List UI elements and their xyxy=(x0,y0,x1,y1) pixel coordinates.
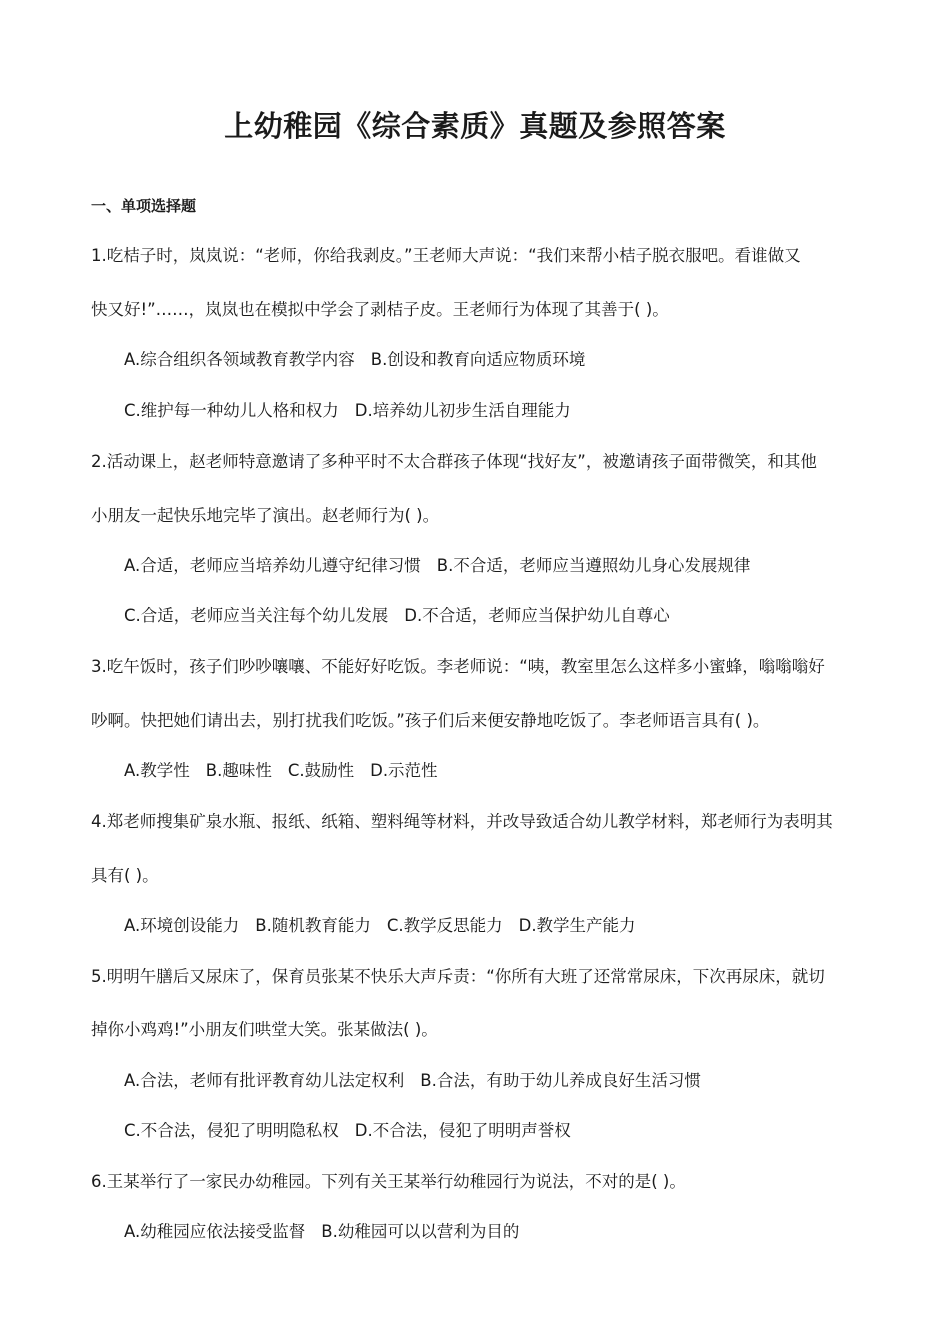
question-6-option-a: A.幼稚园应依法接受监督 xyxy=(124,1222,306,1241)
question-4-stem-line-1: 4.郑老师搜集矿泉水瓶、报纸、纸箱、塑料绳等材料，并改导致适合幼儿教学材料，郑老师行为表明其 xyxy=(91,812,833,831)
question-4-option-d: D.教学生产能力 xyxy=(518,916,636,935)
question-1-option-b: B.创设和教育向适应物质环境 xyxy=(370,350,586,369)
question-2-option-c: C.合适，老师应当关注每个幼儿发展 xyxy=(124,606,389,625)
question-1-options-row-2 xyxy=(124,399,571,423)
question-2-option-a: A.合适，老师应当培养幼儿遵守纪律习惯 xyxy=(124,556,421,575)
question-4-option-a: A.环境创设能力 xyxy=(124,916,240,935)
question-1-option-c: C.维护每一种幼儿人格和权力 xyxy=(124,401,339,420)
question-5-options-row-1 xyxy=(124,1069,701,1093)
question-5-option-c: C.不合法，侵犯了明明隐私权 xyxy=(124,1121,339,1140)
question-1-stem-line-2: 快又好!”……，岚岚也在模拟中学会了剥桔子皮。王老师行为体现了其善于( )。 xyxy=(91,300,669,319)
question-2-option-b: B.不合适，老师应当遵照幼儿身心发展规律 xyxy=(436,556,751,575)
question-6-options-row-1 xyxy=(124,1220,519,1244)
question-3-option-b: B.趣味性 xyxy=(205,761,272,780)
question-5-stem-line-1: 5.明明午膳后又尿床了，保育员张某不快乐大声斥责：“你所有大班了还常常尿床，下次再尿床，就切 xyxy=(91,967,825,986)
question-4-option-c: C.教学反思能力 xyxy=(386,916,503,935)
question-6-option-b: B.幼稚园可以以营利为目的 xyxy=(321,1222,520,1241)
question-5-options-row-2 xyxy=(124,1119,571,1143)
question-1-option-a: A.综合组织各领域教育教学内容 xyxy=(124,350,355,369)
question-3-stem-line-2: 吵啊。快把她们请出去，别打扰我们吃饭。”孩子们后来便安静地吃饭了。李老师语言具有( )。 xyxy=(91,711,770,730)
question-3-option-c: C.鼓励性 xyxy=(287,761,355,780)
question-4-option-b: B.随机教育能力 xyxy=(255,916,371,935)
question-4-options-row-1 xyxy=(124,914,636,938)
question-5-stem-line-2: 掉你小鸡鸡!”小朋友们哄堂大笑。张某做法( )。 xyxy=(91,1020,438,1039)
question-2-options-row-2 xyxy=(124,604,670,628)
question-5-option-d: D.不合法，侵犯了明明声誉权 xyxy=(354,1121,571,1140)
question-5-option-b: B.合法，有助于幼儿养成良好生活习惯 xyxy=(420,1071,701,1090)
question-3-options-row-1 xyxy=(124,759,438,783)
question-2-options-row-1 xyxy=(124,554,750,578)
question-5-option-a: A.合法，老师有批评教育幼儿法定权利 xyxy=(124,1071,405,1090)
question-2-option-d: D.不合适，老师应当保护幼儿自尊心 xyxy=(404,606,670,625)
question-1-option-d: D.培养幼儿初步生活自理能力 xyxy=(354,401,571,420)
question-3-option-a: A.教学性 xyxy=(124,761,190,780)
question-4-stem-line-2: 具有( )。 xyxy=(91,866,159,885)
question-2-stem-line-2: 小朋友一起快乐地完毕了演出。赵老师行为( )。 xyxy=(91,506,440,525)
question-1-options-row-1 xyxy=(124,348,585,372)
question-6-stem-line-1: 6.王某举行了一家民办幼稚园。下列有关王某举行幼稚园行为说法，不对的是( )。 xyxy=(91,1172,686,1191)
question-1-stem-line-1: 1.吃桔子时，岚岚说：“老师，你给我剥皮。”王老师大声说：“我们来帮小桔子脱衣服吧。看谁做又 xyxy=(91,246,801,265)
section-heading: 一、单项选择题 xyxy=(91,197,197,215)
question-3-option-d: D.示范性 xyxy=(370,761,438,780)
question-2-stem-line-1: 2.活动课上，赵老师特意邀请了多种平时不太合群孩子体现“找好友”，被邀请孩子面带微笑，和其他 xyxy=(91,452,817,471)
document-title: 上幼稚园《综合素质》真题及参照答案 xyxy=(224,109,726,143)
question-3-stem-line-1: 3.吃午饭时，孩子们吵吵嚷嚷、不能好好吃饭。李老师说：“咦，教室里怎么这样多小蜜蜂，嗡嗡嗡好 xyxy=(91,657,825,676)
